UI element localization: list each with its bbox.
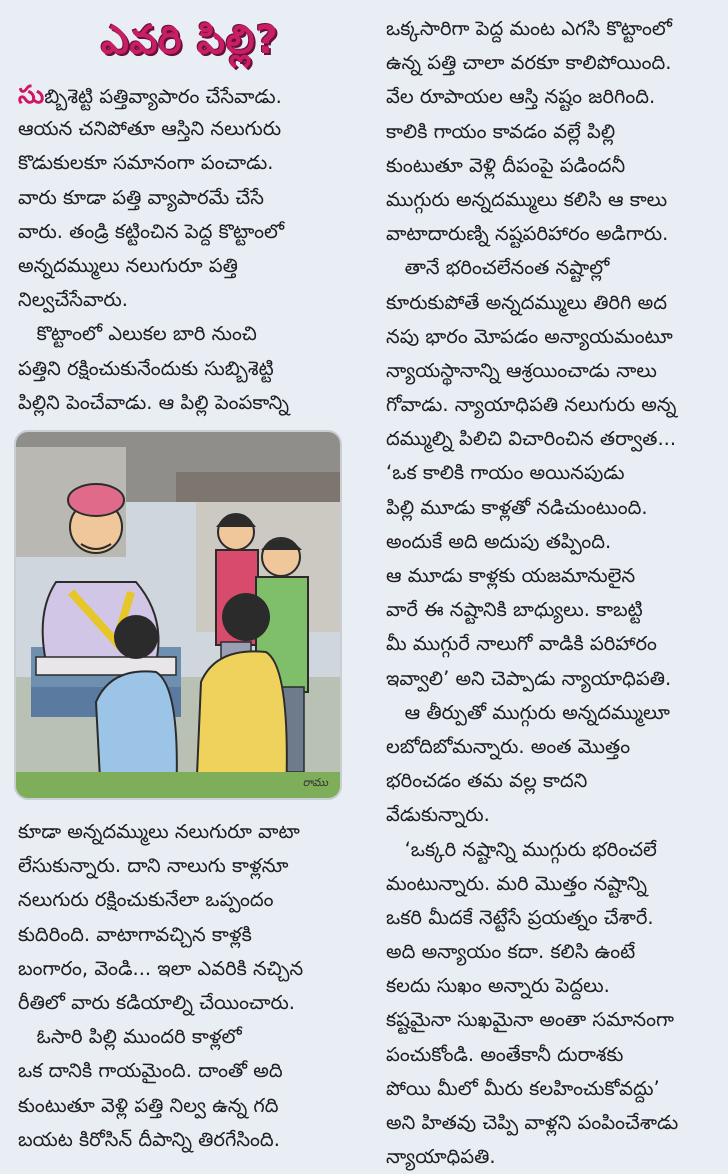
paragraph-line: కూడా అన్నదమ్ములు నలుగురూ వాటా [18,820,300,843]
first-line-text: బ్బిశెట్టి పత్తివ్యాపారం చేసేవాడు. [44,85,282,108]
paragraph-line: మంటున్నారు. మరి మొత్తం నష్టాన్ని [386,871,647,895]
paragraph-line: ఆ మూడు కాళ్లకు యజమానులైన [386,564,636,587]
paragraph-line: పిల్లి మూడు కాళ్లతో నడిచుంటుంది. [386,495,648,519]
paragraph-line-first [18,78,363,112]
drop-cap: సు [18,80,45,109]
paragraph-line: పంచుకోండి. అంతేకానీ దురాశకు [386,1042,624,1066]
paragraph-line: కాలికి గాయం కావడం వల్లే పిల్లి [386,119,616,143]
paragraph-line: నలుగురు రక్షించుకునేలా ఒప్పందం [18,888,274,912]
paragraph-line: దమ్ముల్ని పిలిచి విచారించిన తర్వాత... [386,427,677,451]
left-column-bottom [18,815,363,1157]
paragraph-line: అని హితవు చెప్పి వాళ్లని పంపించేశాడు [386,1111,679,1134]
paragraph-line: ‘ఒక కాలికి గాయం అయినపుడు [386,461,625,485]
paragraph-line: కష్టమైనా సుఖమైనా అంతా సమానంగా [386,1008,674,1032]
paragraph-line: వారు కూడా పత్తి వ్యాపారమే చేసే [18,185,264,209]
paragraph-line: వేడుకున్నారు. [386,803,490,827]
paragraph-line: ఇవ్వాలి’ అని చెప్పాడు న్యాయాధిపతి. [386,666,672,690]
paragraph-line: తానే భరించలేనంత నష్టాల్లో [386,256,610,280]
paragraph-line: నపు భారం మోపడం అన్యాయమంటూ [386,324,673,348]
paragraph-line: అన్నదమ్ములు నలుగురూ పత్తి [18,253,238,277]
paragraph-line: కూరుకుపోతే అన్నదమ్ములు తిరిగి అద [386,290,667,314]
paragraph-line: మీ ముగ్గురే నాలుగో వాడికి పరిహారం [386,632,657,656]
illustration-drawing [16,432,340,798]
paragraph-line: అందుకే అది అదుపు తప్పింది. [386,529,612,553]
paragraph-line: పత్తిని రక్షించుకునేందుకు సుబ్బిశెట్టి [18,356,274,380]
story-illustration [14,430,342,800]
paragraph-line: వాటాదారుణ్ని నష్టపరిహారం అడిగారు. [386,222,669,246]
paragraph-line: వారు. తండ్రి కట్టించిన పెద్ద కొట్టాంలో [18,219,285,243]
paragraph-line: వారే ఈ నష్టానికి బాధ్యులు. కాబట్టి [386,598,643,622]
paragraph-line: ఉన్న పత్తి చాలా వరకూ కాలిపోయింది. [386,51,672,75]
paragraph-line: లేసుకున్నారు. దాని నాలుగు కాళ్లనూ [18,854,289,878]
paragraph-line: న్యాయస్థానాన్ని ఆశ్రయించాడు నాలు [386,358,657,382]
paragraph-line: కుంటుతూ వెళ్లి దీపంపై పడిందనీ [386,153,626,177]
paragraph-line: అది అన్యాయం కదా. కలిసి ఉంటే [386,940,636,964]
illustrator-signature: రాము [302,776,328,789]
paragraph-line: ముగ్గురు అన్నదమ్ములు కలిసి ఆ కాలు [386,187,668,211]
paragraph-line: గోవాడు. న్యాయాధిపతి నలుగురు అన్న [386,393,677,417]
paragraph-line: కుంటుతూ వెళ్లి పత్తి నిల్వ ఉన్న గది [18,1093,279,1117]
paragraph-line: ఒకరి మీదకే నెట్టేసే ప్రయత్నం చేశారే. [386,905,654,929]
paragraph-line: బంగారం, వెండి... ఇలా ఎవరికి నచ్చిన [18,956,304,980]
paragraph-line: కుదిరింది. వాటాగావచ్చిన కాళ్లకి [18,922,252,946]
right-column [386,12,720,1174]
paragraph-line: ఆయన చనిపోతూ ఆస్తిని నలుగురు [18,117,282,141]
paragraph-line: కలదు సుఖం అన్నారు పెద్దలు. [386,974,610,998]
story-title: ఎవరి పిల్లి? [100,18,280,63]
paragraph-line: ఒక్కసారిగా పెద్ద మంట ఎగసి కొట్టాంలో [386,17,672,40]
paragraph-line: పిల్లిని పెంచేవాడు. ఆ పిల్లి పెంపకాన్ని [18,390,289,414]
paragraph-line: నిల్వచేసేవారు. [18,288,128,312]
paragraph-line: భరించడం తమ వల్ల కాదని [386,769,588,793]
paragraph-line: వేల రూపాయల ఆస్తి నష్టం జరిగింది. [386,85,656,109]
paragraph-line: ఓసారి పిల్లి ముందరి కాళ్లలో [18,1025,242,1049]
paragraph-line: లబోదిబోమన్నారు. అంత మొత్తం [386,734,631,758]
paragraph-line: పోయి మీలో మీరు కలహించుకోవద్దు’ [386,1076,660,1100]
paragraph-line: ‘ఒక్కరి నష్టాన్ని ముగ్గురు భరించలే [386,837,657,861]
paragraph-line: బయట కిరోసిన్ దీపాన్ని తిరగేసింది. [18,1127,280,1151]
paragraph-line: ఆ తీర్పుతో ముగ్గురు అన్నదమ్ములూ [386,700,670,724]
paragraph-line: రీతిలో వారు కడియాల్ని చేయించారు. [18,990,296,1014]
paragraph-line: న్యాయాధిపతి. [386,1145,496,1169]
paragraph-line: కొట్టాంలో ఎలుకల బారి నుంచి [18,322,257,346]
left-column-top [18,78,363,420]
paragraph-line: ఒక దానికి గాయమైంది. దాంతో అది [18,1059,283,1083]
paragraph-line: కొడుకులకూ సమానంగా పంచాడు. [18,151,274,175]
